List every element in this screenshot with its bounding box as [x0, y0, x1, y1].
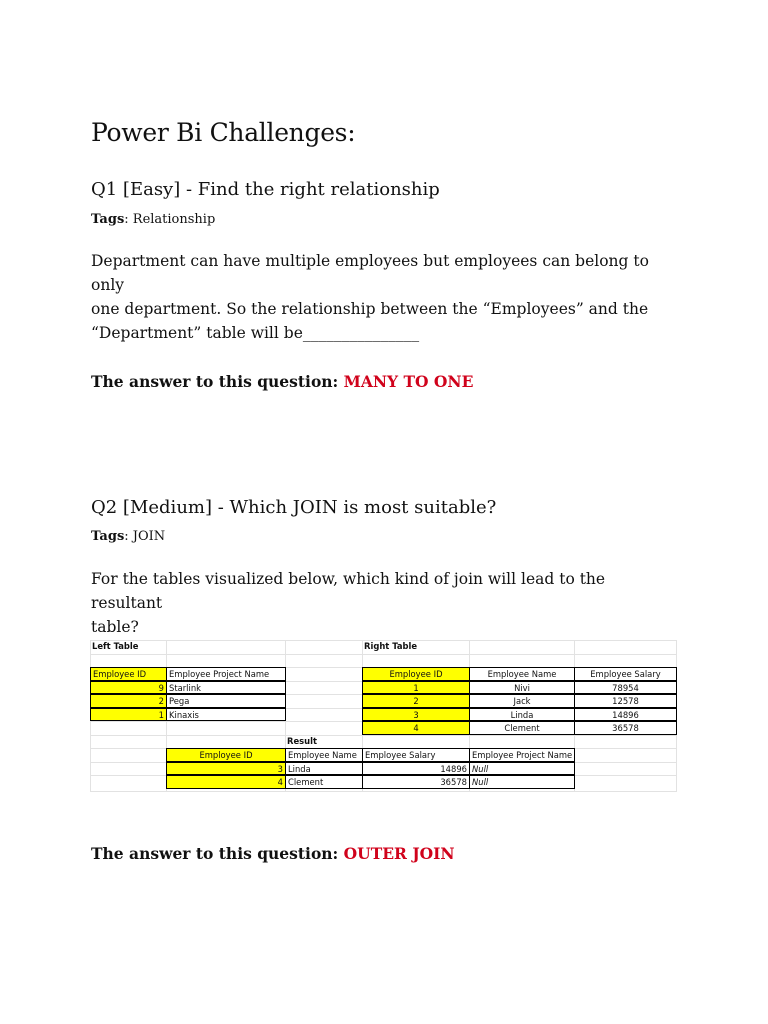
right-row-id: 3 [362, 708, 470, 722]
result-row-salary: 36578 [362, 775, 470, 789]
q2-tags-value: : JOIN [124, 529, 166, 544]
right-row-name: Jack [469, 694, 575, 708]
q1-answer-label: The answer to this question: [91, 372, 344, 391]
right-row-name: Clement [469, 721, 575, 735]
q2-body-line: table? [91, 618, 139, 636]
q1-tags-value: : Relationship [124, 212, 216, 227]
left-row-id: 1 [90, 708, 167, 722]
right-table-label: Right Table [364, 641, 418, 651]
q2-tags [91, 529, 165, 544]
q1-answer [91, 372, 473, 391]
right-row-id: 1 [362, 681, 470, 695]
q1-body-line: Department can have multiple employees but employees can belong to only [91, 252, 649, 294]
q1-body-line: “Department” table will be_______________ [91, 324, 420, 342]
result-row-name: Linda [285, 762, 363, 776]
result-row-salary: 14896 [362, 762, 470, 776]
q2-answer [91, 844, 455, 863]
q1-body-line: one department. So the relationship between the “Employees” and the [91, 300, 649, 318]
left-table-label: Left Table [92, 641, 139, 651]
result-label: Result [287, 736, 317, 746]
right-row-id: 2 [362, 694, 470, 708]
right-row-salary: 78954 [574, 681, 677, 695]
right-row-id: 4 [362, 721, 470, 735]
right-row-salary: 12578 [574, 694, 677, 708]
result-row-id: 4 [166, 775, 286, 789]
spreadsheet-image [90, 640, 677, 792]
left-row-id: 9 [90, 681, 167, 695]
q2-tags-label: Tags [91, 529, 125, 544]
q2-answer-label: The answer to this question: [91, 844, 344, 863]
q2-body [91, 567, 681, 639]
right-row-name: Linda [469, 708, 575, 722]
result-header-project: Employee Project Name [469, 748, 575, 762]
right-row-name: Nivi [469, 681, 575, 695]
left-row-id: 2 [90, 694, 167, 708]
q1-heading: Q1 [Easy] - Find the right relationship [91, 179, 440, 200]
right-row-salary: 36578 [574, 721, 677, 735]
left-row-project: Kinaxis [166, 708, 286, 722]
right-header-id: Employee ID [362, 667, 470, 681]
page-title: Power Bi Challenges: [91, 118, 356, 147]
q2-body-line: For the tables visualized below, which kind of join will lead to the resultant [91, 570, 606, 612]
q1-tags-label: Tags [91, 212, 125, 227]
right-row-salary: 14896 [574, 708, 677, 722]
q2-heading: Q2 [Medium] - Which JOIN is most suitable? [91, 497, 497, 518]
result-header-name: Employee Name [285, 748, 363, 762]
left-header-project: Employee Project Name [166, 667, 286, 681]
right-header-salary: Employee Salary [574, 667, 677, 681]
result-row-name: Clement [285, 775, 363, 789]
result-row-project: Null [469, 775, 575, 789]
q2-answer-value: OUTER JOIN [343, 844, 455, 863]
result-header-id: Employee ID [166, 748, 286, 762]
result-row-id: 3 [166, 762, 286, 776]
result-row-project: Null [469, 762, 575, 776]
right-header-name: Employee Name [469, 667, 575, 681]
q1-tags [91, 212, 215, 227]
q1-body [91, 249, 681, 345]
result-header-salary: Employee Salary [362, 748, 470, 762]
left-row-project: Pega [166, 694, 286, 708]
left-header-id: Employee ID [90, 667, 167, 681]
left-row-project: Starlink [166, 681, 286, 695]
q1-answer-value: MANY TO ONE [343, 372, 474, 391]
